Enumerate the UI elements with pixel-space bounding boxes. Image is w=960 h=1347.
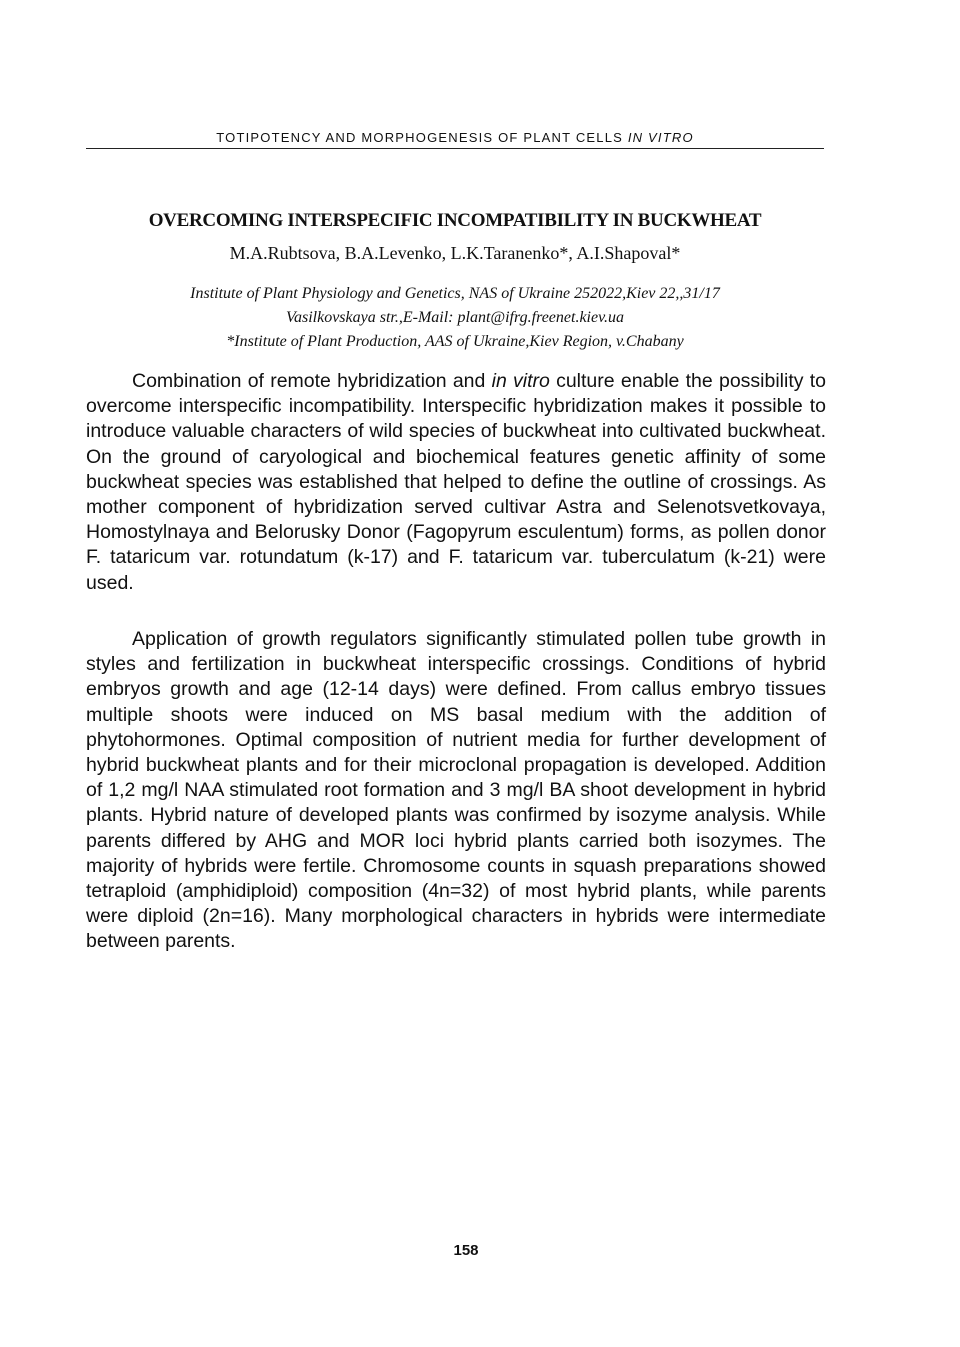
article-authors: M.A.Rubtsova, B.A.Levenko, L.K.Taranenko*, A.I.Shapoval* [229, 243, 681, 263]
paragraph-1-italic: in vitro [491, 370, 550, 392]
affiliation-line-1: Institute of Plant Physiology and Genetics, NAS of Ukraine 252022,Kiev 22,,31/17 [190, 285, 720, 302]
running-header-italic: IN VITRO [627, 130, 694, 145]
body-paragraph-2: Application of growth regulators significantly stimulated pollen tube growth in styles and fertilization in buckwheat interspecific crossings. Conditions of hybrid embryos growth and age (12-14 days) were defined. From callus embryo tissues multiple shoots were induced on MS basal medium with the addition of phytohormones. Optimal composition of nutrient media for further development of hybrid buckwheat plants and for their microclonal propagation is developed. Addition of 1,2 mg/l NAA stimulated root formation and 3 mg/l BA shoot development in hybrid plants. Hybrid nature of developed plants was confirmed by isozyme analysis. While parents differed by AHG and MOR loci hybrid plants carried both isozymes. The majority of hybrids were fertile. Chromosome counts in squash preparations showed tetraploid (amphidiploid) composition (4n=32) of most hybrid plants, while parents were diploid (2n=16). Many morphological characters in hybrids were intermediate between parents. [86, 628, 826, 953]
paragraph-1-rest: culture enable the possibility to overcome interspecific incompatibility. Interspecific hybridization makes it possible to introduce valuable characters of wild species of buckwheat into cultivated buckwheat. On the ground of caryological and biochemical features genetic affinity of some buckwheat species was established that helped to define the outline of crossings. As mother component of hybridization served cultivar Astra and Selenotsvetkovaya, Homostylnaya and Belorusky Donor (Fagopyrum esculentum) forms, as pollen donor F. tataricum var. rotundatum (k-17) and F. tataricum var. tuberculatum (k-21) were used. [86, 370, 826, 594]
article-title: OVERCOMING INTERSPECIFIC INCOMPATIBILITY IN BUCKWHEAT [148, 210, 762, 231]
body-paragraph-1 [86, 369, 826, 596]
running-header [86, 130, 824, 149]
page-number: 158 [453, 1242, 479, 1259]
running-header-text: TOTIPOTENCY AND MORPHOGENESIS OF PLANT CELLS [216, 130, 624, 145]
affiliation-line-2: Vasilkovskaya str.,E-Mail: plant@ifrg.freenet.kiev.ua [285, 309, 625, 326]
affiliation-line-3: *Institute of Plant Production, AAS of Ukraine,Kiev Region, v.Chabany [226, 333, 684, 350]
paragraph-1-start: Combination of remote hybridization and [132, 370, 492, 392]
